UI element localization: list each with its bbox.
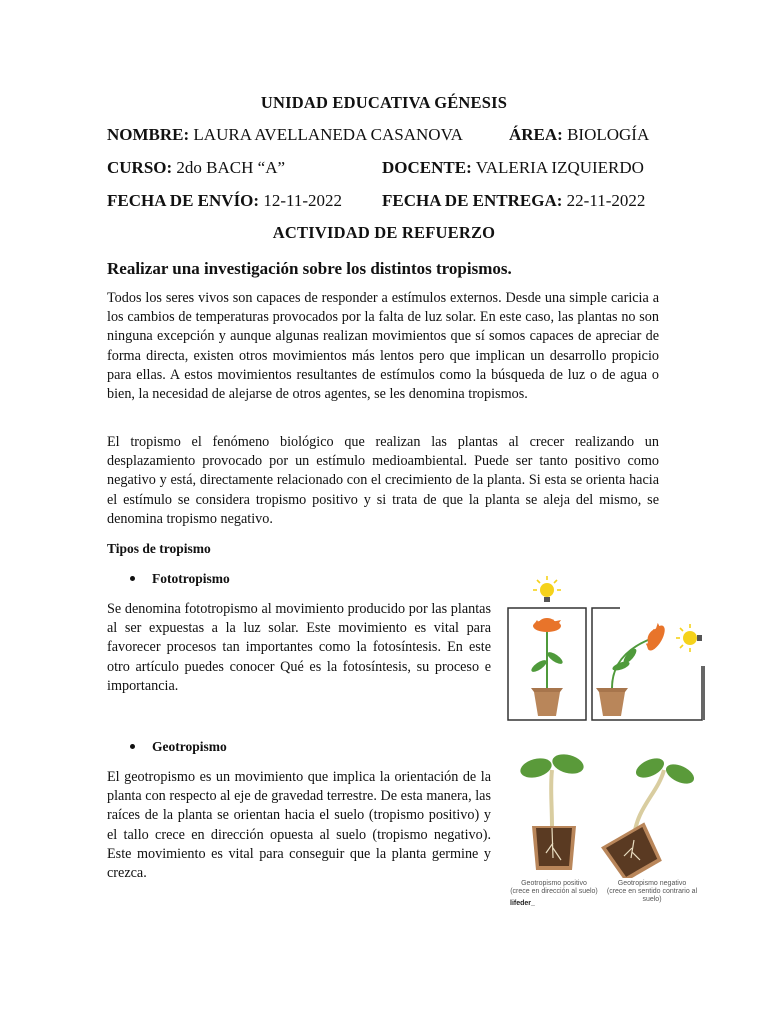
teacher-label: DOCENTE: bbox=[382, 158, 472, 177]
geo-caption-right-sub: (crece en sentido contrario al suelo) bbox=[606, 888, 698, 903]
due-date-label: FECHA DE ENTREGA: bbox=[382, 191, 563, 210]
geo-caption-right bbox=[598, 880, 706, 904]
sun-icon bbox=[533, 576, 561, 602]
geo-caption-left-sub: (crece en dirección al suelo) bbox=[510, 888, 598, 895]
phototropism-figure bbox=[500, 570, 710, 725]
course-value: 2do BACH “A” bbox=[176, 158, 286, 177]
teacher-value: VALERIA IZQUIERDO bbox=[475, 158, 644, 177]
fototropismo-title: Fototropismo bbox=[152, 571, 230, 586]
types-heading: Tipos de tropismo bbox=[107, 541, 211, 556]
area-line bbox=[509, 125, 649, 145]
activity-title: ACTIVIDAD DE REFUERZO bbox=[272, 223, 496, 242]
area-value: BIOLOGÍA bbox=[567, 125, 650, 144]
school-title: UNIDAD EDUCATIVA GÉNESIS bbox=[260, 93, 508, 112]
name-label: NOMBRE: bbox=[107, 125, 190, 144]
course-line bbox=[107, 158, 285, 178]
student-name-line bbox=[107, 125, 463, 145]
sent-date-line bbox=[107, 191, 342, 211]
geotropism-figure bbox=[506, 748, 706, 913]
due-date-line bbox=[382, 191, 645, 211]
image-credit: lifeder_ bbox=[510, 900, 535, 907]
phototropism-illustration bbox=[500, 570, 710, 725]
geo-caption-left bbox=[506, 880, 602, 896]
task-heading: Realizar una investigación sobre los distintos tropismos. bbox=[107, 259, 512, 278]
geotropismo-paragraph: El geotropismo es un movimiento que implica la orientación de la planta con respecto al eje de gravedad terrestre. De esta manera, las raíces de la planta se orientan hacia el suelo (tropismo positivo) y el tallo crece en dirección opuesta al suelo (tropismo negativo). Este movimiento es vital para conseguir que la planta germine y crezca. bbox=[107, 769, 491, 882]
bullet-icon bbox=[130, 576, 135, 581]
name-value: LAURA AVELLANEDA CASANOVA bbox=[193, 125, 463, 144]
tropism-paragraph: El tropismo el fenómeno biológico que realizan las plantas al crecer realizando un desplazamiento provocado por un estímulo medioambiental. Puede ser tanto positivo como negativo y está, directamente relacionado con el crecimiento de la planta. Si esta se orienta hacia el estímulo se considera tropismo positivo y si trata de que la planta se aleja del mismo, se denomina tropismo negativo. bbox=[107, 434, 659, 527]
sent-date-value: 12-11-2022 bbox=[263, 191, 343, 210]
course-label: CURSO: bbox=[107, 158, 173, 177]
fototropismo-heading bbox=[130, 571, 230, 587]
geotropismo-title: Geotropismo bbox=[152, 739, 227, 754]
sent-date-label: FECHA DE ENVÍO: bbox=[107, 191, 260, 210]
area-label: ÁREA: bbox=[509, 125, 563, 144]
geotropismo-heading bbox=[130, 739, 227, 755]
geo-caption-left-title: Geotropismo positivo bbox=[521, 880, 587, 887]
fototropismo-paragraph: Se denomina fototropismo al movimiento producido por las plantas al ser expuestas a la luz solar. Este movimiento es vital para favorecer procesos tan importantes como la fotosíntesis. En este otro artículo puedes conocer Qué es la fotosíntesis, su proceso e importancia. bbox=[107, 601, 491, 694]
geo-caption-right-title: Geotropismo negativo bbox=[617, 880, 687, 887]
due-date-value: 22-11-2022 bbox=[566, 191, 646, 210]
bullet-icon bbox=[130, 744, 135, 749]
intro-paragraph: Todos los seres vivos son capaces de responder a estímulos externos. Desde una simple caricia a los cambios de temperaturas provocados por la falta de luz solar. En este caso, las plantas no son ninguna excepción y aunque algunas realizan movimientos que sí somos capaces de apreciar de forma directa, existen otros movimientos más lentos pero que implican un desarrollo propicio para ellas. A estos movimientos resultantes de estímulos como la búsqueda de luz o de agua o bien, la necesidad de alejarse de otros agentes, se les denomina tropismos. bbox=[107, 290, 659, 403]
geotropism-illustration bbox=[506, 748, 706, 878]
teacher-line bbox=[382, 158, 644, 178]
